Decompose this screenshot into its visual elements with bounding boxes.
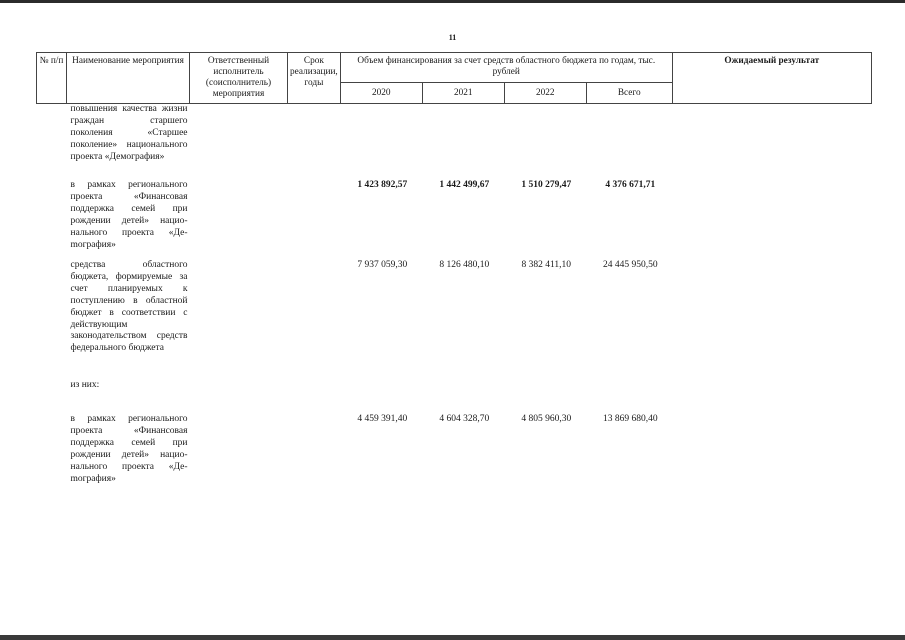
cell-2022: 1 510 279,47 [521, 180, 572, 190]
cell-2021: 1 442 499,67 [439, 180, 490, 190]
cell-total: 13 869 680,40 [602, 414, 658, 424]
scan-bottom-edge [0, 635, 905, 640]
cell-2020: 4 459 391,40 [357, 414, 408, 424]
header-year-2021: 2021 [422, 83, 504, 104]
cell-2020: 1 423 892,57 [357, 180, 408, 190]
cell-2020: 7 937 059,30 [357, 260, 408, 270]
cell-2021: 4 604 328,70 [439, 414, 490, 424]
table-row [37, 180, 872, 260]
header-executor: Ответственный исполнитель (соисполнитель) мероприятия [190, 53, 288, 104]
cell-2022 [504, 104, 586, 181]
header-name: Наименование мероприятия [67, 53, 190, 104]
cell-2022 [504, 380, 586, 414]
table-body [37, 104, 872, 495]
scan-top-edge [0, 0, 905, 3]
row-name: из них: [70, 380, 100, 390]
cell-2020 [340, 104, 422, 181]
page-number: 11 [448, 33, 457, 42]
row-name: в рамках регионального проекта «Финансовая поддержка семей при рождении детей» национального проекта «Деmография» [70, 414, 188, 484]
table-row [37, 380, 872, 414]
cell-2022: 8 382 411,10 [521, 260, 572, 270]
cell-total: 4 376 671,71 [605, 180, 656, 190]
header-year-2022: 2022 [504, 83, 586, 104]
cell-total: 24 445 950,50 [602, 260, 658, 270]
header-funding: Объем финансирования за счет средств областного бюджета по годам, тыс. рублей [340, 53, 672, 83]
header-term: Срок реализации, годы [288, 53, 341, 104]
table-row [37, 260, 872, 380]
header-year-2020: 2020 [340, 83, 422, 104]
header-total: Всего [586, 83, 672, 104]
header-result: Ожидаемый результат [672, 53, 871, 104]
financing-table [36, 52, 872, 494]
cell-2021 [422, 104, 504, 181]
table-row [37, 414, 872, 494]
cell-2021 [422, 380, 504, 414]
row-name: повышения качества жизни граждан старшего поколения «Старшее поколение» национального проекта «Демография» [70, 104, 188, 162]
row-name: средства областного бюджета, формируемые за счет планируемых к поступлению в областной бюджет в соответствии с действующим законодательством средств федерального бюджета [70, 260, 188, 354]
cell-2022: 4 805 960,30 [521, 414, 572, 424]
cell-2021: 8 126 480,10 [439, 260, 490, 270]
cell-2020 [340, 380, 422, 414]
row-name: в рамках регионального проекта «Финансовая поддержка семей при рождении детей» национального проекта «Деmография» [70, 180, 188, 250]
cell-total [586, 380, 672, 414]
header-number: № п/п [37, 53, 67, 104]
table-row [37, 104, 872, 181]
table-header [37, 53, 872, 104]
cell-total [586, 104, 672, 181]
